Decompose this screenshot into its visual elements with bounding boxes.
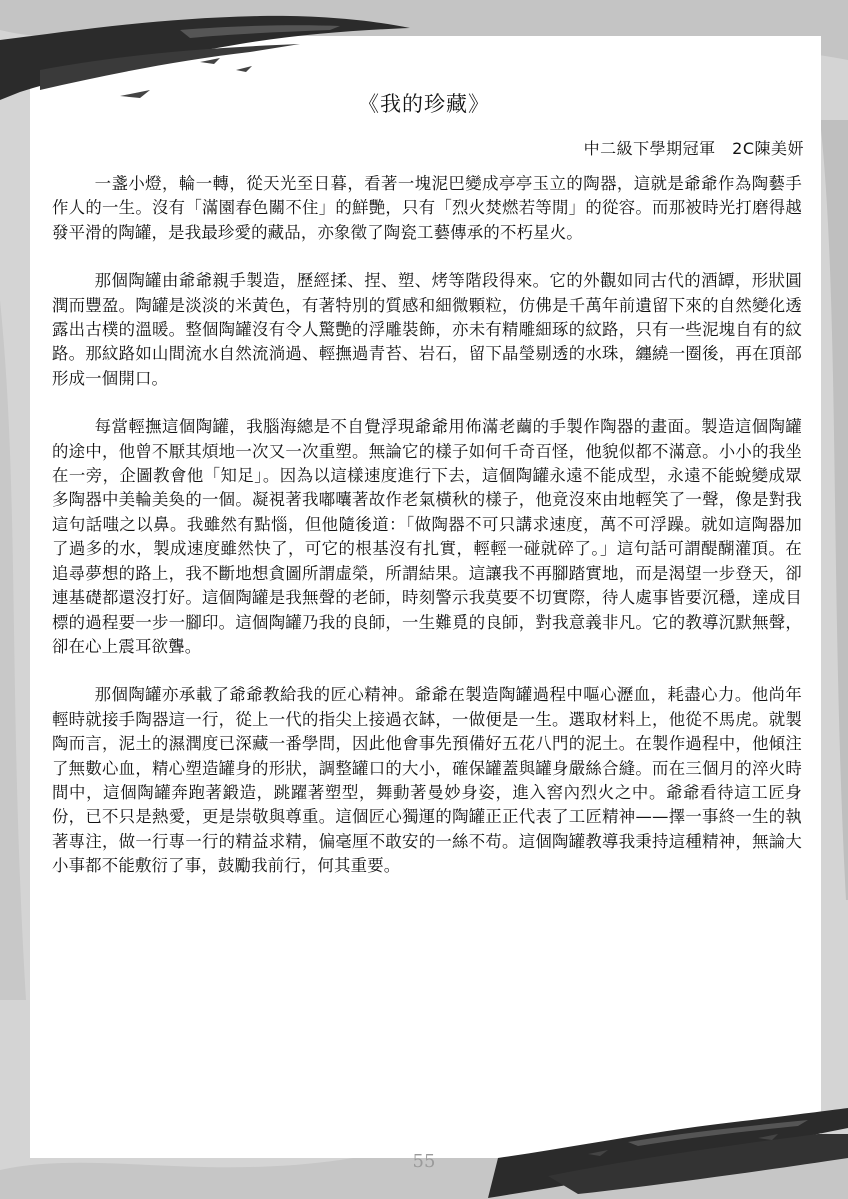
- essay-body: [52, 172, 802, 903]
- paragraph-1: 一盞小燈，輪一轉，從天光至日暮，看著一塊泥巴變成亭亭玉立的陶器，這就是爺爺作為陶藝手作人的一生。沒有「滿園春色關不住」的鮮艷，只有「烈火焚燃若等閒」的從容。而那被時光打磨得越發平滑的陶罐，是我最珍愛的藏品，亦象徵了陶瓷工藝傳承的不朽星火。: [52, 174, 802, 242]
- paragraph-2: 那個陶罐由爺爺親手製造，歷經揉、捏、塑、烤等階段得來。它的外觀如同古代的酒罈，形狀圓潤而豐盈。陶罐是淡淡的米黃色，有著特別的質感和細微顆粒，仿佛是千萬年前遺留下來的自然變化透露出古樸的溫暖。整個陶罐沒有令人驚艷的浮雕裝飾，亦未有精雕細琢的紋路，只有一些泥塊自有的紋路。那紋路如山間流水自然流淌過、輕撫過青苔、岩石，留下晶瑩剔透的水珠，纏繞一圈後，再在頂部形成一個開口。: [52, 271, 802, 388]
- paragraph-3: 每當輕撫這個陶罐，我腦海總是不自覺浮現爺爺用佈滿老繭的手製作陶器的畫面。製造這個陶罐的途中，他曾不厭其煩地一次又一次重塑。無論它的樣子如何千奇百怪，他貌似都不滿意。小小的我坐在一旁，企圖教會他「知足」。因為以這樣速度進行下去，這個陶罐永遠不能成型，永遠不能蛻變成眾多陶器中美輪美奐的一個。凝視著我嘟囔著故作老氣橫秋的樣子，他竟沒來由地輕笑了一聲，像是對我這句話嗤之以鼻。我雖然有點惱，但他隨後道：「做陶器不可只講求速度，萬不可浮躁。就如這陶器加了過多的水，製成速度雖然快了，可它的根基沒有扎實，輕輕一碰就碎了。」這句話可謂醍醐灌頂。在追尋夢想的路上，我不斷地想貪圖所謂虛榮，所謂結果。這讓我不再腳踏實地，而是渴望一步登天，卻連基礎都還沒打好。這個陶罐是我無聲的老師，時刻警示我莫要不切實際，待人處事皆要沉穩，達成目標的過程要一步一腳印。這個陶罐乃我的良師，一生難覓的良師，對我意義非凡。它的教導沉默無聲，卻在心上震耳欲聾。: [52, 417, 802, 656]
- essay-title: 《我的珍藏》: [358, 92, 490, 116]
- page-number: 55: [412, 1151, 436, 1172]
- paragraph-4: 那個陶罐亦承載了爺爺教給我的匠心精神。爺爺在製造陶罐過程中嘔心瀝血，耗盡心力。他尚年輕時就接手陶器這一行，從上一代的指尖上接過衣缽，一做便是一生。選取材料上，他從不馬虎。就製陶而言，泥土的濕潤度已深藏一番學問，因此他會事先預備好五花八門的泥土。在製作過程中，他傾注了無數心血，精心塑造罐身的形狀，調整罐口的大小，確保罐蓋與罐身嚴絲合縫。而在三個月的淬火時間中，這個陶罐奔跑著鍛造，跳躍著塑型，舞動著曼妙身姿，進入窖內烈火之中。爺爺看待這工匠身份，已不只是熱愛，更是崇敬與尊重。這個匠心獨運的陶罐正正代表了工匠精神——擇一事終一生的執著專注，做一行專一行的精益求精，偏毫厘不敢安的一絲不苟。這個陶罐教導我秉持這種精神，無論大小事都不能敷衍了事，鼓勵我前行，何其重要。: [52, 685, 802, 876]
- brush-stroke-bottom: [488, 1088, 848, 1199]
- author-line: 中二級下學期冠軍 2C陳美妍: [583, 139, 804, 158]
